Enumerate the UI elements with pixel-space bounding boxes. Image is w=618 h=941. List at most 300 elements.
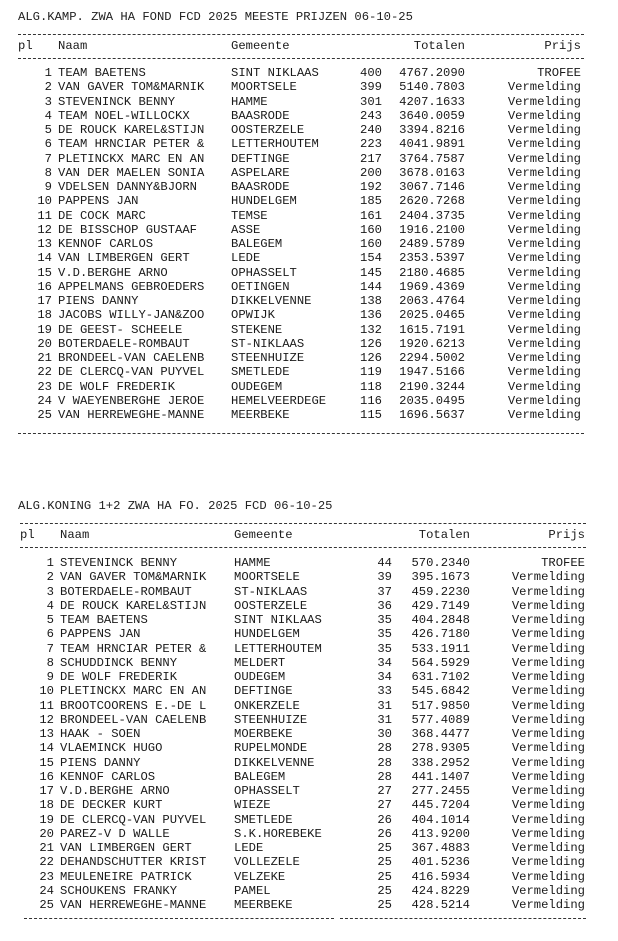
rank-cell: 15	[39, 755, 54, 770]
count-cell: 192	[360, 180, 382, 194]
count-cell: 160	[360, 222, 382, 237]
name-cell: V.D.BERGHE ARNO	[60, 784, 170, 798]
prize-cell: TROFEE	[537, 66, 581, 80]
header-totalen: Totalen	[413, 39, 465, 53]
prize-cell: Vermelding	[507, 408, 581, 422]
municipality-cell: PAMEL	[234, 883, 271, 898]
municipality-cell: LETTERHOUTEM	[234, 641, 322, 656]
prize-cell: Vermelding	[511, 741, 585, 756]
total-cell: 1969.4369	[399, 279, 465, 294]
table-row	[0, 137, 618, 151]
municipality-cell: ST-NIKLAAS	[231, 336, 305, 351]
prize-cell: Vermelding	[511, 698, 585, 713]
rank-cell: 17	[39, 784, 54, 798]
count-cell: 154	[360, 251, 382, 266]
count-cell: 27	[377, 798, 392, 813]
prize-cell: Vermelding	[507, 379, 581, 394]
total-cell: 570.2340	[411, 556, 470, 570]
table-row	[0, 223, 618, 237]
table-row	[0, 884, 618, 898]
name-cell: BRONDEEL-VAN CAELENB	[60, 712, 207, 727]
municipality-cell: HEMELVEERDEGE	[231, 393, 327, 408]
municipality-cell: MEERBEKE	[234, 898, 293, 912]
total-cell: 3394.8216	[399, 123, 465, 137]
count-cell: 37	[377, 584, 392, 599]
table-row	[0, 898, 618, 912]
count-cell: 301	[360, 94, 382, 109]
table-row	[0, 713, 618, 727]
municipality-cell: BALEGEM	[234, 769, 286, 784]
municipality-cell: BALEGEM	[231, 237, 283, 251]
total-cell: 1920.6213	[399, 336, 465, 351]
total-cell: 4207.1633	[399, 94, 465, 109]
rank-cell: 22	[39, 855, 54, 870]
count-cell: 115	[360, 408, 382, 422]
total-cell: 3764.7587	[399, 151, 465, 166]
table-row	[0, 798, 618, 812]
table-row	[0, 613, 618, 627]
municipality-cell: S.K.HOREBEKE	[234, 826, 322, 841]
name-cell: DEHANDSCHUTTER KRIST	[60, 855, 207, 870]
table-row	[0, 194, 618, 208]
prize-cell: Vermelding	[507, 123, 581, 137]
municipality-cell: MOORTSELE	[234, 570, 300, 585]
name-cell: DE ROUCK KAREL&STIJN	[60, 598, 207, 613]
table-row	[0, 684, 618, 698]
name-cell: DE WOLF FREDERIK	[58, 379, 176, 394]
municipality-cell: HAMME	[234, 556, 271, 570]
prize-cell: Vermelding	[511, 570, 585, 585]
name-cell: VAN HERREWEGHE-MANNE	[60, 898, 207, 912]
prize-cell: Vermelding	[507, 308, 581, 323]
total-cell: 401.5236	[411, 855, 470, 870]
prize-cell: Vermelding	[507, 208, 581, 223]
count-cell: 136	[360, 308, 382, 323]
total-cell: 424.8229	[411, 883, 470, 898]
total-cell: 3067.7146	[399, 180, 465, 194]
total-cell: 577.4089	[411, 712, 470, 727]
prize-cell: Vermelding	[507, 80, 581, 95]
municipality-cell: LEDE	[231, 251, 261, 266]
name-cell: V WAEYENBERGHE JEROE	[58, 393, 205, 408]
total-cell: 4041.9891	[399, 137, 465, 152]
rank-cell: 2	[46, 570, 54, 585]
count-cell: 25	[377, 883, 392, 898]
rank-cell: 11	[39, 698, 54, 713]
municipality-cell: MELDERT	[234, 655, 286, 670]
count-cell: 25	[377, 869, 392, 884]
prize-cell: Vermelding	[511, 584, 585, 599]
count-cell: 160	[360, 237, 382, 251]
prize-cell: TROFEE	[541, 556, 585, 570]
municipality-cell: OETINGEN	[231, 279, 290, 294]
municipality-cell: BAASRODE	[231, 108, 290, 123]
table-row	[0, 656, 618, 670]
total-cell: 404.1014	[411, 812, 470, 827]
name-cell: STEVENINCK BENNY	[60, 556, 178, 570]
count-cell: 34	[377, 655, 392, 670]
name-cell: VLAEMINCK HUGO	[60, 741, 163, 756]
count-cell: 26	[377, 826, 392, 841]
count-cell: 35	[377, 627, 392, 642]
total-cell: 3678.0163	[399, 165, 465, 180]
header-prijs: Prijs	[548, 528, 585, 542]
name-cell: STEVENINCK BENNY	[58, 94, 176, 109]
municipality-cell: OUDEGEM	[234, 670, 286, 684]
prize-cell: Vermelding	[511, 769, 585, 784]
prize-cell: Vermelding	[507, 151, 581, 166]
municipality-cell: TEMSE	[231, 208, 268, 223]
name-cell: VAN DER MAELEN SONIA	[58, 165, 205, 180]
table-header	[0, 39, 618, 53]
table-title: ALG.KONING 1+2 ZWA HA FO. 2025 FCD 06-10-25	[18, 499, 333, 513]
rank-cell: 14	[37, 251, 52, 266]
name-cell: PIENS DANNY	[58, 294, 139, 308]
count-cell: 138	[360, 294, 382, 308]
rank-cell: 23	[39, 869, 54, 884]
count-cell: 119	[360, 365, 382, 380]
rank-cell: 14	[39, 741, 54, 756]
total-cell: 428.5214	[411, 898, 470, 912]
table-row	[0, 599, 618, 613]
prize-cell: Vermelding	[511, 755, 585, 770]
total-cell: 517.9850	[411, 698, 470, 713]
count-cell: 126	[360, 336, 382, 351]
name-cell: TEAM BAETENS	[60, 613, 148, 627]
count-cell: 28	[377, 755, 392, 770]
rank-cell: 4	[46, 598, 54, 613]
prize-cell: Vermelding	[511, 784, 585, 798]
count-cell: 25	[377, 898, 392, 912]
name-cell: KENNOF CARLOS	[60, 769, 156, 784]
name-cell: PAREZ-V D WALLE	[60, 826, 170, 841]
municipality-cell: STEENHUIZE	[231, 351, 305, 365]
total-cell: 2404.3735	[399, 208, 465, 223]
divider	[20, 547, 586, 548]
prize-cell: Vermelding	[507, 251, 581, 266]
table-row	[0, 570, 618, 584]
prize-cell: Vermelding	[511, 613, 585, 627]
table-row	[0, 266, 618, 280]
table-row	[0, 109, 618, 123]
prize-cell: Vermelding	[511, 641, 585, 656]
total-cell: 445.7204	[411, 798, 470, 813]
table-row	[0, 251, 618, 265]
header-prijs: Prijs	[544, 39, 581, 53]
total-cell: 4767.2090	[399, 66, 465, 80]
prize-cell: Vermelding	[507, 194, 581, 209]
table-row	[0, 556, 618, 570]
name-cell: DE DECKER KURT	[60, 798, 163, 813]
municipality-cell: VELZEKE	[234, 869, 286, 884]
rank-cell: 4	[44, 108, 52, 123]
table-row	[0, 855, 618, 869]
table-row	[0, 337, 618, 351]
prize-cell: Vermelding	[507, 108, 581, 123]
municipality-cell: DEFTINGE	[231, 151, 290, 166]
municipality-cell: ASSE	[231, 222, 261, 237]
table-row	[0, 80, 618, 94]
prize-cell: Vermelding	[507, 180, 581, 194]
municipality-cell: MEERBEKE	[231, 408, 290, 422]
municipality-cell: LETTERHOUTEM	[231, 137, 319, 152]
prize-cell: Vermelding	[511, 627, 585, 642]
count-cell: 36	[377, 598, 392, 613]
municipality-cell: VOLLEZELE	[234, 855, 300, 870]
rank-cell: 6	[44, 137, 52, 152]
count-cell: 132	[360, 322, 382, 337]
header-pl: pl	[18, 39, 33, 53]
rank-cell: 11	[37, 208, 52, 223]
table-row	[0, 841, 618, 855]
rank-cell: 10	[39, 684, 54, 699]
count-cell: 44	[377, 556, 392, 570]
rank-cell: 25	[37, 408, 52, 422]
table-row	[0, 813, 618, 827]
table-row	[0, 66, 618, 80]
name-cell: PAPPENS JAN	[58, 194, 139, 209]
municipality-cell: OPHASSELT	[234, 784, 300, 798]
table-row	[0, 123, 618, 137]
rank-cell: 13	[37, 237, 52, 251]
prize-cell: Vermelding	[507, 365, 581, 380]
rank-cell: 6	[46, 627, 54, 642]
municipality-cell: SINT NIKLAAS	[234, 613, 322, 627]
name-cell: TEAM HRNCIAR PETER &	[58, 137, 205, 152]
municipality-cell: OOSTERZELE	[234, 598, 308, 613]
total-cell: 3640.0059	[399, 108, 465, 123]
name-cell: DE COCK MARC	[58, 208, 146, 223]
rank-cell: 24	[37, 393, 52, 408]
rank-cell: 13	[39, 727, 54, 741]
prize-cell: Vermelding	[511, 883, 585, 898]
table-row	[0, 380, 618, 394]
name-cell: VDELSEN DANNY&BJORN	[58, 180, 197, 194]
prize-cell: Vermelding	[511, 841, 585, 855]
total-cell: 2620.7268	[399, 194, 465, 209]
name-cell: DE BISSCHOP GUSTAAF	[58, 222, 197, 237]
rank-cell: 25	[39, 898, 54, 912]
total-cell: 2489.5789	[399, 237, 465, 251]
rank-cell: 22	[37, 365, 52, 380]
count-cell: 399	[360, 80, 382, 95]
count-cell: 25	[377, 855, 392, 870]
table-header	[0, 528, 618, 542]
header-naam: Naam	[58, 39, 88, 53]
rank-cell: 15	[37, 265, 52, 280]
name-cell: VAN GAVER TOM&MARNIK	[60, 570, 207, 585]
total-cell: 2294.5002	[399, 351, 465, 365]
table-row	[0, 756, 618, 770]
municipality-cell: DIKKELVENNE	[234, 755, 315, 770]
total-cell: 533.1911	[411, 641, 470, 656]
prize-cell: Vermelding	[507, 222, 581, 237]
rank-cell: 21	[39, 841, 54, 855]
count-cell: 126	[360, 351, 382, 365]
prize-cell: Vermelding	[507, 322, 581, 337]
name-cell: SCHOUKENS FRANKY	[60, 883, 178, 898]
rank-cell: 18	[39, 798, 54, 813]
total-cell: 368.4477	[411, 727, 470, 741]
name-cell: PLETINCKX MARC EN AN	[58, 151, 205, 166]
rank-cell: 16	[39, 769, 54, 784]
count-cell: 217	[360, 151, 382, 166]
table-row	[0, 642, 618, 656]
rank-cell: 10	[37, 194, 52, 209]
table-row	[0, 152, 618, 166]
prize-cell: Vermelding	[511, 826, 585, 841]
prize-cell: Vermelding	[511, 598, 585, 613]
rank-cell: 3	[46, 584, 54, 599]
table-row	[0, 670, 618, 684]
name-cell: PLETINCKX MARC EN AN	[60, 684, 207, 699]
name-cell: DE WOLF FREDERIK	[60, 670, 178, 684]
total-cell: 416.5934	[411, 869, 470, 884]
name-cell: DE GEEST- SCHEELE	[58, 322, 183, 337]
count-cell: 200	[360, 165, 382, 180]
count-cell: 35	[377, 641, 392, 656]
prize-cell: Vermelding	[507, 165, 581, 180]
rank-cell: 5	[44, 123, 52, 137]
count-cell: 27	[377, 784, 392, 798]
total-cell: 426.7180	[411, 627, 470, 642]
total-cell: 277.2455	[411, 784, 470, 798]
municipality-cell: STEKENE	[231, 322, 283, 337]
rank-cell: 9	[44, 180, 52, 194]
prize-cell: Vermelding	[511, 855, 585, 870]
name-cell: PAPPENS JAN	[60, 627, 141, 642]
municipality-cell: DIKKELVENNE	[231, 294, 312, 308]
rank-cell: 1	[44, 66, 52, 80]
rank-cell: 18	[37, 308, 52, 323]
table-row	[0, 209, 618, 223]
header-naam: Naam	[60, 528, 90, 542]
total-cell: 1947.5166	[399, 365, 465, 380]
municipality-cell: ONKERZELE	[234, 698, 300, 713]
prize-cell: Vermelding	[507, 351, 581, 365]
rank-cell: 1	[46, 556, 54, 570]
count-cell: 35	[377, 613, 392, 627]
count-cell: 33	[377, 684, 392, 699]
count-cell: 28	[377, 769, 392, 784]
header-gemeente: Gemeente	[231, 39, 290, 53]
prize-cell: Vermelding	[511, 655, 585, 670]
divider	[340, 918, 586, 919]
total-cell: 2180.4685	[399, 265, 465, 280]
rank-cell: 21	[37, 351, 52, 365]
prize-cell: Vermelding	[507, 279, 581, 294]
total-cell: 441.1407	[411, 769, 470, 784]
table-row	[0, 784, 618, 798]
prize-cell: Vermelding	[507, 294, 581, 308]
count-cell: 26	[377, 812, 392, 827]
count-cell: 39	[377, 570, 392, 585]
table-row	[0, 870, 618, 884]
count-cell: 161	[360, 208, 382, 223]
total-cell: 413.9200	[411, 826, 470, 841]
prize-cell: Vermelding	[507, 137, 581, 152]
total-cell: 459.2230	[411, 584, 470, 599]
rank-cell: 24	[39, 883, 54, 898]
name-cell: KENNOF CARLOS	[58, 237, 154, 251]
rank-cell: 7	[46, 641, 54, 656]
name-cell: MEULENEIRE PATRICK	[60, 869, 192, 884]
municipality-cell: MOERBEKE	[234, 727, 293, 741]
total-cell: 2035.0495	[399, 393, 465, 408]
table-row	[0, 280, 618, 294]
total-cell: 395.1673	[411, 570, 470, 585]
count-cell: 144	[360, 279, 382, 294]
prize-cell: Vermelding	[511, 712, 585, 727]
name-cell: VAN GAVER TOM&MARNIK	[58, 80, 205, 95]
name-cell: VAN HERREWEGHE-MANNE	[58, 408, 205, 422]
count-cell: 31	[377, 698, 392, 713]
count-cell: 400	[360, 66, 382, 80]
rank-cell: 3	[44, 94, 52, 109]
divider	[18, 58, 584, 59]
municipality-cell: SMETLEDE	[234, 812, 293, 827]
name-cell: TEAM BAETENS	[58, 66, 146, 80]
municipality-cell: DEFTINGE	[234, 684, 293, 699]
header-gemeente: Gemeente	[234, 528, 293, 542]
table-row	[0, 770, 618, 784]
table-row	[0, 585, 618, 599]
count-cell: 145	[360, 265, 382, 280]
name-cell: DE CLERCQ-VAN PUYVEL	[58, 365, 205, 380]
table-row	[0, 699, 618, 713]
divider	[24, 918, 334, 919]
table-row	[0, 741, 618, 755]
rank-cell: 20	[37, 336, 52, 351]
divider	[18, 433, 584, 434]
table-row	[0, 365, 618, 379]
rank-cell: 9	[46, 670, 54, 684]
prize-cell: Vermelding	[507, 393, 581, 408]
rank-cell: 19	[39, 812, 54, 827]
prize-cell: Vermelding	[507, 94, 581, 109]
municipality-cell: WIEZE	[234, 798, 271, 813]
total-cell: 631.7102	[411, 670, 470, 684]
count-cell: 34	[377, 670, 392, 684]
table-row	[0, 627, 618, 641]
total-cell: 338.2952	[411, 755, 470, 770]
table-row	[0, 237, 618, 251]
municipality-cell: MOORTSELE	[231, 80, 297, 95]
prize-cell: Vermelding	[511, 684, 585, 699]
prize-cell: Vermelding	[511, 727, 585, 741]
divider	[18, 34, 584, 35]
name-cell: SCHUDDINCK BENNY	[60, 655, 178, 670]
total-cell: 5140.7803	[399, 80, 465, 95]
header-totalen: Totalen	[418, 528, 470, 542]
prize-cell: Vermelding	[511, 898, 585, 912]
table-row	[0, 394, 618, 408]
prize-cell: Vermelding	[507, 237, 581, 251]
count-cell: 30	[377, 727, 392, 741]
municipality-cell: STEENHUIZE	[234, 712, 308, 727]
name-cell: BRONDEEL-VAN CAELENB	[58, 351, 205, 365]
name-cell: BOTERDAELE-ROMBAUT	[60, 584, 192, 599]
prize-cell: Vermelding	[511, 812, 585, 827]
prize-cell: Vermelding	[507, 265, 581, 280]
total-cell: 367.4883	[411, 841, 470, 855]
municipality-cell: OUDEGEM	[231, 379, 283, 394]
table-row	[0, 166, 618, 180]
municipality-cell: SMETLEDE	[231, 365, 290, 380]
total-cell: 278.9305	[411, 741, 470, 756]
table-title: ALG.KAMP. ZWA HA FOND FCD 2025 MEESTE PRIJZEN 06-10-25	[18, 10, 413, 24]
header-pl: pl	[20, 528, 35, 542]
